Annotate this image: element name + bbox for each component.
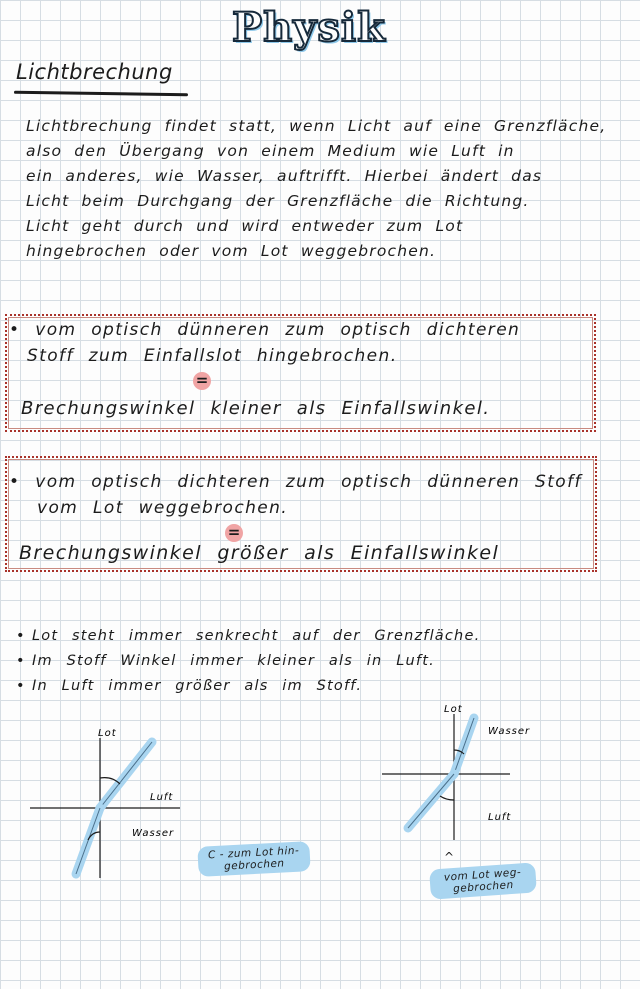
refraction-diagram-left bbox=[20, 728, 220, 888]
equals-sign: = bbox=[225, 524, 243, 542]
equals-sign: = bbox=[193, 372, 211, 390]
lot-label: Lot bbox=[98, 728, 117, 739]
section-heading: Lichtbrechung bbox=[16, 60, 173, 84]
bottom-medium-label: Wasser bbox=[132, 828, 175, 839]
top-medium-label: Luft bbox=[150, 792, 174, 803]
list-item: • In Luft immer größer als im Stoff. bbox=[16, 674, 576, 699]
note-hingebrochen: C - zum Lot hin-gebrochen bbox=[197, 841, 310, 877]
refracted-ray-core bbox=[454, 718, 474, 774]
bullet-icon: • bbox=[16, 628, 26, 644]
lot-label: Lot bbox=[444, 704, 463, 715]
intro-line: Licht beim Durchgang der Grenzfläche die Richtung. bbox=[26, 192, 530, 210]
bullet-icon: • bbox=[16, 678, 26, 694]
incident-ray-core bbox=[100, 742, 152, 808]
incident-ray-core bbox=[408, 774, 454, 828]
rule-box-weggebrochen bbox=[5, 456, 597, 572]
intro-line: Lichtbrechung findet statt, wenn Licht auf eine Grenzfläche, bbox=[26, 117, 607, 135]
intro-line: hingebrochen oder vom Lot weggebrochen. bbox=[26, 242, 437, 260]
refracted-ray-core bbox=[76, 808, 100, 874]
rule-result: Brechungswinkel kleiner als Einfallswinkel. bbox=[21, 398, 491, 419]
intro-paragraph bbox=[26, 114, 616, 264]
rule-line: • vom optisch dünneren zum optisch dichteren bbox=[9, 320, 521, 340]
rule-line: Stoff zum Einfallslot hingebrochen. bbox=[27, 346, 398, 366]
note-weggebrochen: vom Lot weg-gebrochen bbox=[429, 862, 537, 899]
arrow-up-icon: ^ bbox=[444, 850, 455, 864]
heading-underline bbox=[14, 91, 188, 96]
rule-line: vom Lot weggebrochen. bbox=[37, 498, 289, 518]
angle-arc-icon bbox=[440, 796, 454, 800]
top-medium-label: Wasser bbox=[488, 726, 531, 737]
page-title: Physik bbox=[232, 4, 386, 51]
rule-box-hingebrochen bbox=[5, 314, 596, 432]
facts-list bbox=[16, 624, 576, 699]
intro-line: ein anderes, wie Wasser, auftrifft. Hierbei ändert das bbox=[26, 167, 543, 185]
rule-line: • vom optisch dichteren zum optisch dünneren Stoff bbox=[9, 472, 582, 492]
list-item: • Im Stoff Winkel immer kleiner als in Luft. bbox=[16, 649, 576, 674]
bottom-medium-label: Luft bbox=[488, 812, 512, 823]
rule-result: Brechungswinkel größer als Einfallswinkel bbox=[19, 542, 500, 564]
list-item: • Lot steht immer senkrecht auf der Grenzfläche. bbox=[16, 624, 576, 649]
bullet-icon: • bbox=[16, 653, 26, 669]
refraction-diagram-right bbox=[370, 700, 570, 860]
intro-line: Licht geht durch und wird entweder zum Lot bbox=[26, 217, 464, 235]
intro-line: also den Übergang von einem Medium wie Luft in bbox=[26, 142, 515, 160]
